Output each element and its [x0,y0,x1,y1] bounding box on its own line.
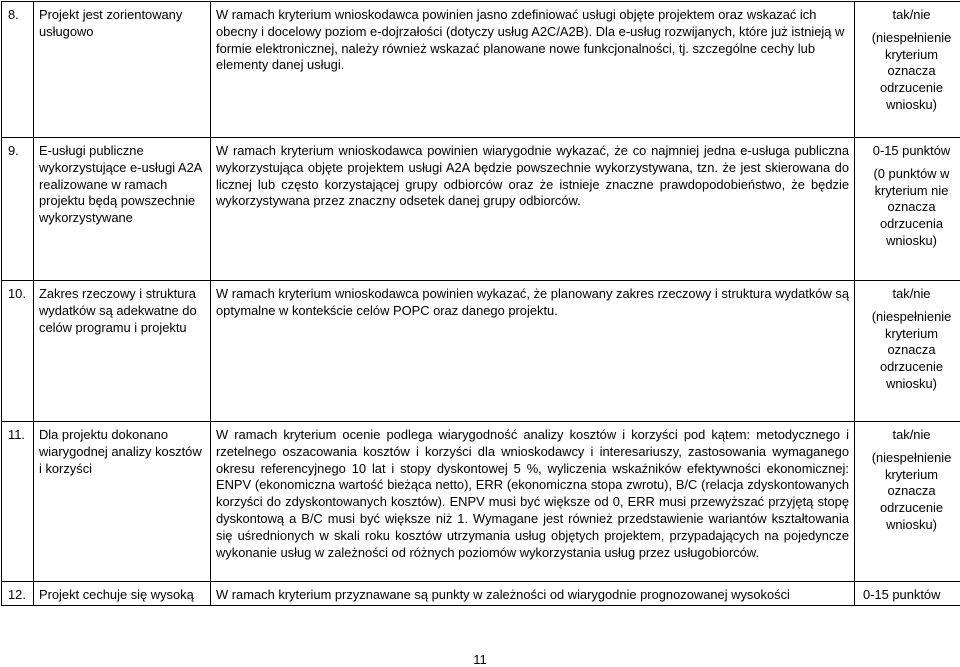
criterion-name: Dla projektu dokonano wiarygodnej analizy kosztów i korzyści [34,422,211,582]
criterion-name: Projekt jest zorientowany usługowo [34,2,211,138]
criterion-scoring [855,281,960,422]
criterion-scoring [855,2,960,138]
criterion-name: Projekt cechuje się wysoką [34,582,211,606]
criterion-number: 9. [2,138,34,281]
scoring-main: tak/nie [860,427,960,444]
criterion-description: W ramach kryterium wnioskodawca powinien wiarygodnie wykazać, że co najmniej jedna e-usługa publiczna wykorzystująca objęte projektem usługi A2A będzie powszechnie wykorzystywana, tzn. że jest skierowana do licznej lub często korzystającej grupy odbiorców oraz że istnieje znaczne prawdopodobieństwo, że będzie wykorzystywana przez znaczny odsetek danej grupy odbiorców. [211,138,855,281]
criterion-scoring [855,422,960,582]
page-number: 11 [0,652,960,667]
criterion-row-9 [2,138,960,281]
criterion-row-12 [2,582,960,606]
criterion-row-8 [2,2,960,138]
criteria-table [1,1,960,606]
scoring-main: tak/nie [860,7,960,24]
criterion-name: E-usługi publiczne wykorzystujące e-usługi A2A realizowane w ramach projektu będą powszechnie wykorzystywane [34,138,211,281]
scoring-main: 0-15 punktów [863,587,960,604]
criterion-row-10 [2,281,960,422]
criterion-number: 8. [2,2,34,138]
scoring-note: (niespełnienie kryterium oznacza odrzucenie wniosku) [860,309,960,393]
criterion-scoring [855,138,960,281]
criterion-description: W ramach kryterium wnioskodawca powinien wykazać, że planowany zakres rzeczowy i struktura wydatków są optymalne w kontekście celów POPC oraz danego projektu. [211,281,855,422]
scoring-note: (0 punktów w kryterium nie oznacza odrzucenia wniosku) [860,166,960,250]
criterion-number: 11. [2,422,34,582]
criterion-number: 10. [2,281,34,422]
criterion-name: Zakres rzeczowy i struktura wydatków są adekwatne do celów programu i projektu [34,281,211,422]
criterion-scoring [855,582,960,606]
scoring-main: 0-15 punktów [860,143,960,160]
scoring-note: (niespełnienie kryterium oznacza odrzucenie wniosku) [860,450,960,534]
criterion-description: W ramach kryterium wnioskodawca powinien jasno zdefiniować usługi objęte projektem oraz wskazać ich obecny i docelowy poziom e-dojrzałości (dotyczy usług A2C/A2B). Dla e-usług rozwijanych, które już istnieją w formie elektronicznej, należy również wskazać planowane nowe funkcjonalności, tj. szczególne cechy lub elementy danej usługi. [211,2,855,138]
criterion-description: W ramach kryterium ocenie podlega wiarygodność analizy kosztów i korzyści pod kątem: metodycznego i rzetelnego oszacowania kosztów i korzyści dla wnioskodawcy i interesariuszy, zastosowania wymaganego okresu referencyjnego 10 lat i stopy dyskontowej 5 %, wyliczenia wskaźników efektywności ekonomicznej: ENPV (ekonomiczna wartość bieżąca netto), ERR (ekonomiczna stopa zwrotu), B/C (relacja zdyskontowanych korzyści do zdyskontowanych kosztów). ENPV musi być większe od 0, ERR musi przewyższać przyjętą stopę dyskontową a B/C musi być większe niż 1. Wymagane jest również przedstawienie wariantów kształtowania się uśrednionych w skali roku kosztów utrzymania usług objętych projektem, przypadających na pojedyncze wykonanie usług w zależności od różnych poziomów wykorzystania usług przez usługobiorców. [211,422,855,582]
scoring-main: tak/nie [860,286,960,303]
criterion-description: W ramach kryterium przyznawane są punkty w zależności od wiarygodnie prognozowanej wysokości [211,582,855,606]
criterion-number: 12. [2,582,34,606]
scoring-note: (niespełnienie kryterium oznacza odrzucenie wniosku) [860,30,960,114]
criterion-row-11 [2,422,960,582]
